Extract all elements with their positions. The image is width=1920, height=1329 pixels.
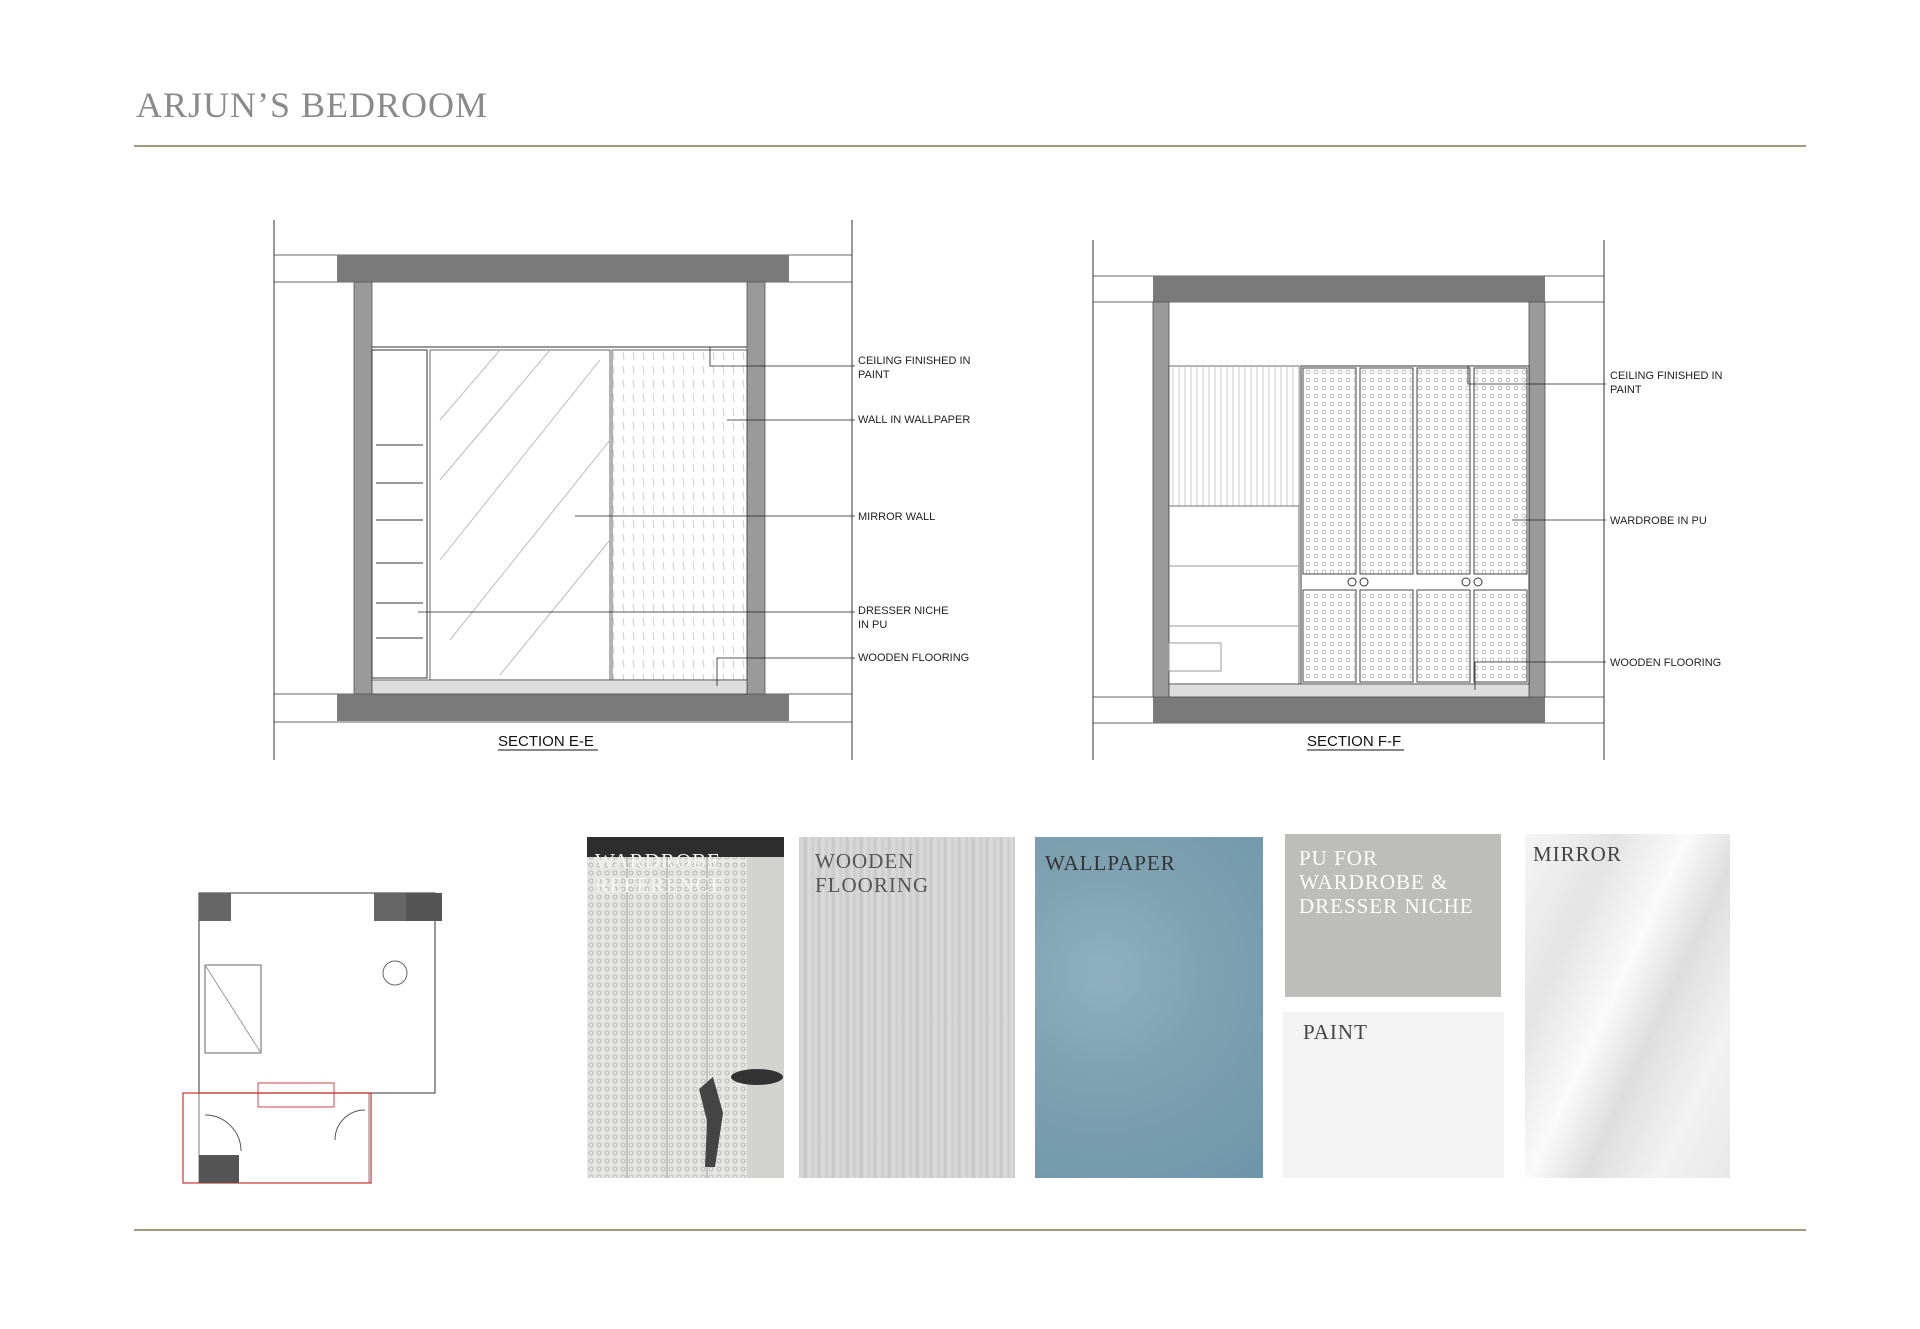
note-ceiling-2: PAINT bbox=[858, 369, 890, 381]
floor-slab-f bbox=[1153, 697, 1545, 723]
key-plan bbox=[183, 893, 442, 1183]
wardrobe-elevation bbox=[1301, 366, 1529, 684]
pu-swatch bbox=[1285, 834, 1501, 997]
note-mirror: MIRROR WALL bbox=[858, 511, 936, 523]
wardrobe-reference-swatch bbox=[587, 837, 784, 1178]
section-f-label: SECTION F-F bbox=[1307, 733, 1402, 750]
section-e-label: SECTION E-E bbox=[498, 733, 594, 750]
dresser-niche bbox=[372, 350, 427, 678]
mirror-label: MIRROR bbox=[1533, 842, 1622, 866]
floor-slab bbox=[337, 694, 789, 721]
paint-swatch bbox=[1283, 1012, 1504, 1178]
right-wall bbox=[747, 282, 765, 694]
note-ceiling-f-2: PAINT bbox=[1610, 384, 1642, 396]
note-dresser: DRESSER NICHE bbox=[858, 605, 949, 617]
page-title: ARJUN’S BEDROOM bbox=[136, 85, 489, 125]
ceiling-slab-f bbox=[1153, 276, 1545, 302]
section-f-f bbox=[1093, 240, 1723, 760]
note-ceiling-f: CEILING FINISHED IN bbox=[1610, 370, 1723, 382]
wooden-floor bbox=[372, 680, 747, 694]
note-ceiling: CEILING FINISHED IN bbox=[858, 355, 971, 367]
wooden-flooring-swatch bbox=[799, 837, 1015, 1178]
note-floor-f: WOODEN FLOORING bbox=[1610, 657, 1722, 669]
wallpaper-label: WALLPAPER bbox=[1045, 851, 1176, 875]
note-dresser-2: IN PU bbox=[858, 619, 888, 631]
pu-label: PU FOR WARDROBE & DRESSER NICHE bbox=[1299, 846, 1474, 918]
note-wall: WALL IN WALLPAPER bbox=[858, 414, 971, 426]
wallpaper-wall bbox=[612, 350, 747, 680]
paint-label: PAINT bbox=[1303, 1020, 1368, 1044]
section-e-e bbox=[274, 220, 971, 760]
mirror-swatch bbox=[1525, 834, 1730, 1178]
note-wardrobe: WARDROBE IN PU bbox=[1610, 515, 1707, 527]
left-wall bbox=[354, 282, 372, 694]
wardrobe-reference-label: WARDROBE REFERENCE bbox=[595, 849, 725, 897]
wallpaper-swatch bbox=[1035, 837, 1263, 1178]
note-floor: WOODEN FLOORING bbox=[858, 652, 970, 664]
ceiling-slab bbox=[337, 255, 789, 282]
wooden-flooring-label: WOODEN FLOORING bbox=[815, 849, 930, 897]
